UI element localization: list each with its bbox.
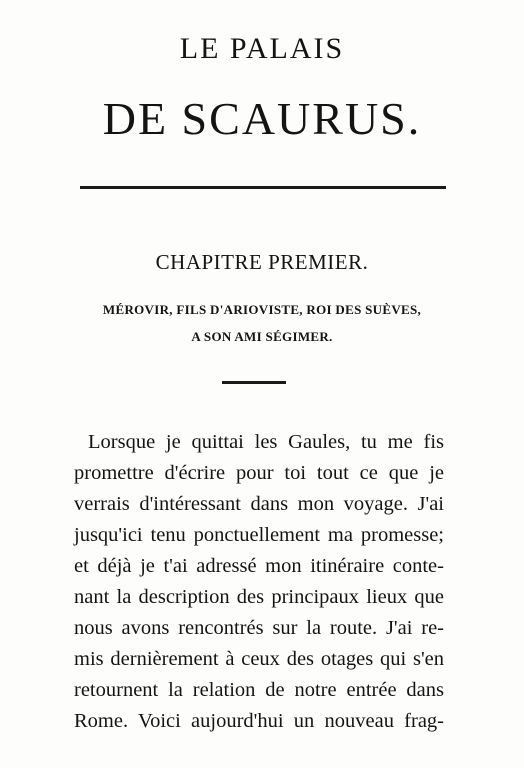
body-text-line: nous avons rencontrés sur la route. J'ai re- (74, 617, 444, 639)
title-line-1: LE PALAIS (179, 32, 345, 65)
chapter-heading: CHAPITRE PREMIER. (155, 250, 369, 274)
chapter-subtitle-line-2: A SON AMI SÉGIMER. (191, 329, 333, 344)
body-text-line: verrais d'intéressant dans mon voyage. J'ai (74, 493, 444, 515)
body-text-line: nant la description des principaux lieux que (74, 586, 444, 608)
body-text-line: Lorsque je quittai les Gaules, tu me fis (88, 431, 444, 453)
section-divider (222, 381, 286, 384)
body-text-line: Rome. Voici aujourd'hui un nouveau frag- (74, 710, 444, 732)
body-text-line: mis dernièrement à ceux des otages qui s'en (74, 648, 444, 670)
body-text-line: retournent la relation de notre entrée dans (74, 679, 444, 701)
body-text-line: et déjà je t'ai adressé mon itinéraire contе- (74, 555, 444, 577)
chapter-subtitle-line-1: MÉROVIR, FILS D'ARIOVISTE, ROI DES SUÈVES, (102, 302, 422, 317)
body-text-line: promettre d'écrire pour toi tout ce que je (74, 462, 444, 484)
title-divider (80, 186, 446, 189)
body-text-line: jusqu'ici tenu ponctuellement ma promesse; (74, 524, 444, 546)
title-line-2: DE SCAURUS. (102, 93, 422, 144)
